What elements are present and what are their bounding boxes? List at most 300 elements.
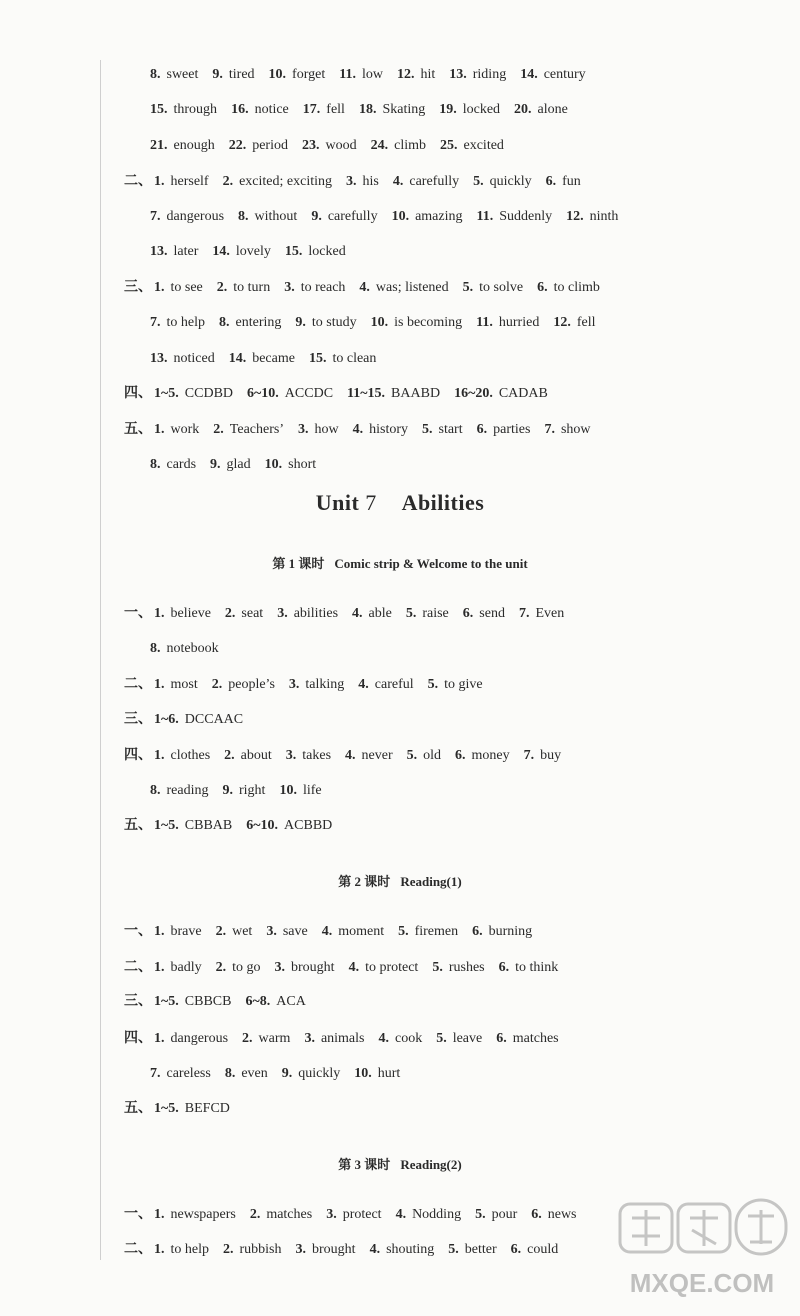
answer-number: 1. bbox=[154, 280, 165, 295]
answer-number: 1~6. bbox=[154, 712, 179, 727]
answer-number: 3. bbox=[288, 677, 300, 692]
answer-number: 3. bbox=[326, 1207, 337, 1222]
lesson-heading bbox=[0, 1154, 800, 1173]
answer-number: 5. bbox=[432, 960, 443, 975]
answer-number: 15. bbox=[284, 244, 303, 259]
answer-item bbox=[154, 1100, 230, 1118]
answer-number: 4. bbox=[359, 280, 370, 295]
answer-number: 5. bbox=[473, 174, 484, 189]
answer-number: 4. bbox=[321, 924, 333, 939]
answer-item bbox=[150, 782, 208, 800]
answer-text: dangerous bbox=[170, 1031, 229, 1046]
answer-item bbox=[553, 314, 595, 332]
answer-item bbox=[224, 747, 272, 765]
answer-item bbox=[286, 747, 331, 765]
lesson-label: 第 3 课时 bbox=[338, 1157, 391, 1172]
answer-item bbox=[223, 173, 332, 191]
answer-item bbox=[150, 314, 205, 332]
answer-number: 3. bbox=[304, 1031, 315, 1046]
answer-number: 6. bbox=[476, 422, 488, 437]
answer-number: 13. bbox=[150, 244, 168, 259]
answer-number: 5. bbox=[475, 1207, 486, 1222]
answer-item bbox=[296, 1241, 356, 1259]
answer-text: noticed bbox=[173, 351, 215, 366]
answer-text: firemen bbox=[414, 924, 459, 939]
answer-number: 2. bbox=[216, 280, 228, 295]
answer-number: 25. bbox=[440, 138, 458, 153]
answer-number: 10. bbox=[370, 315, 389, 330]
answer-item bbox=[449, 66, 506, 84]
answer-item bbox=[269, 66, 326, 84]
answer-number: 4. bbox=[392, 174, 404, 189]
answer-item bbox=[378, 1030, 422, 1048]
answer-number: 14. bbox=[520, 67, 538, 82]
section-marker: 二、 bbox=[124, 677, 152, 692]
answer-item bbox=[150, 137, 215, 155]
answer-item bbox=[496, 1030, 558, 1048]
answer-line bbox=[0, 817, 800, 835]
answer-item bbox=[150, 640, 219, 658]
answer-number: 13. bbox=[449, 67, 467, 82]
answer-item bbox=[247, 385, 333, 403]
answer-item bbox=[150, 243, 198, 261]
answer-number: 1~5. bbox=[154, 386, 179, 401]
unit-heading bbox=[0, 490, 800, 516]
answer-number: 4. bbox=[358, 677, 369, 692]
answer-line bbox=[0, 923, 800, 941]
answer-text: century bbox=[543, 67, 586, 82]
answer-item bbox=[154, 817, 232, 835]
answer-text: burning bbox=[488, 924, 533, 939]
answer-item bbox=[295, 314, 356, 332]
answer-line bbox=[0, 959, 800, 977]
answer-item bbox=[154, 959, 202, 977]
answer-item bbox=[354, 1065, 400, 1083]
answer-number: 4. bbox=[395, 1207, 407, 1222]
answer-text: start bbox=[438, 422, 463, 437]
answer-number: 17. bbox=[302, 102, 321, 117]
lesson-title: Reading(1) bbox=[400, 874, 462, 889]
answer-text: low bbox=[361, 67, 383, 82]
answer-line bbox=[0, 208, 800, 226]
answer-item bbox=[150, 101, 217, 119]
answer-item bbox=[210, 456, 251, 474]
answer-text: notebook bbox=[166, 641, 219, 656]
answer-item bbox=[359, 101, 425, 119]
answer-text: careful bbox=[374, 677, 414, 692]
answer-number: 11. bbox=[476, 315, 493, 330]
answer-line bbox=[0, 456, 800, 474]
answer-number: 2. bbox=[224, 748, 235, 763]
answer-number: 6. bbox=[531, 1207, 542, 1222]
answer-item bbox=[279, 782, 321, 800]
answer-text: newspapers bbox=[170, 1207, 236, 1222]
answer-number: 5. bbox=[398, 924, 409, 939]
answer-text: money bbox=[471, 748, 510, 763]
answer-text: excited bbox=[463, 138, 504, 153]
answer-item bbox=[566, 208, 618, 226]
answer-number: 7. bbox=[150, 209, 161, 224]
answer-text: lovely bbox=[235, 244, 271, 259]
answer-item bbox=[216, 959, 261, 977]
answer-text: locked bbox=[308, 244, 346, 259]
answer-number: 21. bbox=[150, 138, 168, 153]
answer-item bbox=[154, 279, 203, 297]
answer-text: send bbox=[479, 606, 505, 621]
answer-number: 3. bbox=[274, 960, 285, 975]
answer-number: 8. bbox=[219, 315, 230, 330]
answer-text: DCCAAC bbox=[184, 712, 244, 727]
answer-text: glad bbox=[226, 457, 251, 472]
answer-number: 4. bbox=[348, 960, 360, 975]
answer-item bbox=[284, 279, 345, 297]
answer-text: parties bbox=[493, 422, 531, 437]
answer-item bbox=[266, 923, 307, 941]
answer-number: 6. bbox=[537, 280, 548, 295]
answer-number: 10. bbox=[279, 783, 297, 798]
answer-item bbox=[216, 923, 253, 941]
answer-text: fell bbox=[326, 102, 345, 117]
answer-text: brought bbox=[291, 960, 335, 975]
answer-text: to think bbox=[515, 960, 559, 975]
answer-line bbox=[0, 1065, 800, 1083]
answer-item bbox=[303, 101, 345, 119]
answer-number: 2. bbox=[242, 1031, 253, 1046]
answer-number: 1~5. bbox=[154, 1101, 179, 1116]
answer-item bbox=[322, 923, 384, 941]
answer-number: 4. bbox=[352, 422, 364, 437]
answer-text: could bbox=[527, 1242, 559, 1257]
answer-number: 6. bbox=[462, 606, 474, 621]
section-marker: 二、 bbox=[124, 1242, 152, 1257]
answer-line bbox=[0, 385, 800, 403]
answer-number: 9. bbox=[281, 1066, 293, 1081]
answer-item bbox=[219, 314, 281, 332]
answer-item bbox=[499, 959, 559, 977]
answer-item bbox=[298, 421, 339, 439]
answer-text: enough bbox=[173, 138, 215, 153]
answer-number: 6~8. bbox=[245, 994, 271, 1009]
answer-item bbox=[371, 137, 426, 155]
section-marker: 一、 bbox=[124, 924, 152, 939]
answer-text: without bbox=[254, 209, 298, 224]
answer-number: 20. bbox=[514, 102, 532, 117]
answer-item bbox=[225, 605, 263, 623]
answer-text: to solve bbox=[479, 280, 524, 295]
answer-text: entering bbox=[235, 315, 282, 330]
answer-text: even bbox=[241, 1066, 268, 1081]
answer-text: Nodding bbox=[412, 1207, 462, 1222]
answer-number: 3. bbox=[285, 748, 297, 763]
answer-line bbox=[0, 747, 800, 765]
answer-number: 8. bbox=[150, 67, 161, 82]
answer-number: 3. bbox=[297, 422, 309, 437]
answer-item bbox=[223, 1241, 282, 1259]
answer-number: 7. bbox=[518, 606, 530, 621]
answer-item bbox=[282, 1065, 341, 1083]
answer-item bbox=[514, 101, 568, 119]
answer-number: 3. bbox=[346, 174, 357, 189]
answer-number: 19. bbox=[439, 102, 457, 117]
answer-text: show bbox=[560, 422, 591, 437]
answer-number: 5. bbox=[448, 1242, 459, 1257]
answer-text: climb bbox=[394, 138, 426, 153]
answer-text: period bbox=[252, 138, 288, 153]
answer-number: 1. bbox=[154, 174, 165, 189]
answer-text: fun bbox=[562, 174, 581, 189]
answer-number: 1. bbox=[154, 606, 165, 621]
answer-number: 5. bbox=[422, 422, 433, 437]
answer-text: herself bbox=[170, 174, 209, 189]
answer-number: 1. bbox=[154, 1242, 165, 1257]
unit-title: Abilities bbox=[401, 490, 485, 515]
answer-text: better bbox=[464, 1242, 497, 1257]
answer-item bbox=[154, 385, 233, 403]
answer-number: 5. bbox=[427, 677, 439, 692]
answer-line bbox=[0, 1206, 800, 1224]
answer-item bbox=[150, 350, 215, 368]
answer-number: 15. bbox=[308, 351, 327, 366]
answer-text: buy bbox=[540, 748, 562, 763]
answer-item bbox=[154, 747, 210, 765]
answer-text: amazing bbox=[415, 209, 463, 224]
answer-number: 12. bbox=[396, 67, 415, 82]
answer-item bbox=[477, 208, 553, 226]
section-marker: 一、 bbox=[124, 606, 152, 621]
answer-text: raise bbox=[422, 606, 449, 621]
answer-number: 15. bbox=[150, 102, 168, 117]
answer-number: 2. bbox=[222, 174, 234, 189]
answer-item bbox=[212, 66, 254, 84]
answer-text: fell bbox=[576, 315, 596, 330]
answer-item bbox=[477, 421, 531, 439]
answer-line bbox=[0, 676, 800, 694]
answer-item bbox=[154, 711, 243, 729]
answer-item bbox=[370, 1241, 435, 1259]
answer-number: 1. bbox=[154, 960, 165, 975]
answer-number: 6. bbox=[545, 174, 557, 189]
answer-text: how bbox=[314, 422, 339, 437]
answer-item bbox=[448, 1241, 496, 1259]
answer-number: 1. bbox=[154, 1207, 165, 1222]
answer-line bbox=[0, 711, 800, 729]
answer-text: cards bbox=[166, 457, 197, 472]
answer-text: CBBCB bbox=[184, 994, 232, 1009]
answer-text: later bbox=[173, 244, 199, 259]
answer-text: badly bbox=[170, 960, 202, 975]
answer-line bbox=[0, 66, 800, 84]
answer-number: 24. bbox=[370, 138, 389, 153]
answer-text: dangerous bbox=[166, 209, 225, 224]
answer-item bbox=[519, 605, 564, 623]
answer-number: 3. bbox=[266, 924, 277, 939]
answer-number: 6. bbox=[472, 924, 483, 939]
answer-text: talking bbox=[305, 677, 345, 692]
answer-line bbox=[0, 993, 800, 1011]
answer-text: ninth bbox=[589, 209, 619, 224]
answer-number: 2. bbox=[215, 924, 227, 939]
answer-text: ACA bbox=[276, 994, 306, 1009]
answer-item bbox=[225, 1065, 268, 1083]
section-marker: 三、 bbox=[124, 280, 152, 295]
answer-item bbox=[212, 676, 275, 694]
answer-number: 5. bbox=[406, 748, 418, 763]
answer-text: never bbox=[361, 748, 393, 763]
answer-item bbox=[154, 173, 209, 191]
answer-number: 2. bbox=[215, 960, 227, 975]
answer-number: 4. bbox=[378, 1031, 389, 1046]
answer-number: 16~20. bbox=[454, 386, 493, 401]
section-marker: 五、 bbox=[124, 818, 152, 833]
answer-item bbox=[440, 137, 504, 155]
answer-item bbox=[392, 208, 463, 226]
answer-number: 2. bbox=[211, 677, 223, 692]
answer-text: shouting bbox=[386, 1242, 435, 1257]
section-marker: 四、 bbox=[124, 748, 152, 763]
answer-item bbox=[242, 1030, 290, 1048]
answer-number: 8. bbox=[150, 783, 161, 798]
answer-item bbox=[396, 1206, 462, 1224]
answer-number: 12. bbox=[566, 209, 584, 224]
answer-line bbox=[0, 350, 800, 368]
answer-item bbox=[524, 747, 562, 765]
answer-text: to study bbox=[311, 315, 357, 330]
answer-text: reading bbox=[166, 783, 209, 798]
answer-text: Teachers’ bbox=[229, 422, 284, 437]
answer-item bbox=[537, 279, 600, 297]
answer-text: matches bbox=[512, 1031, 559, 1046]
answer-number: 1. bbox=[154, 924, 165, 939]
answer-text: tired bbox=[228, 67, 255, 82]
answer-item bbox=[463, 605, 505, 623]
lesson-label: 第 2 课时 bbox=[338, 874, 391, 889]
answer-item bbox=[154, 1206, 236, 1224]
answer-number: 10. bbox=[264, 457, 283, 472]
answer-text: brought bbox=[312, 1242, 356, 1257]
answer-item bbox=[231, 101, 289, 119]
answer-number: 3. bbox=[295, 1242, 306, 1257]
answer-number: 8. bbox=[150, 641, 161, 656]
answer-text: carefully bbox=[327, 209, 378, 224]
answer-text: news bbox=[547, 1207, 577, 1222]
answer-number: 8. bbox=[224, 1066, 236, 1081]
answer-item bbox=[154, 1030, 228, 1048]
answer-text: Skating bbox=[382, 102, 426, 117]
answer-number: 9. bbox=[210, 457, 221, 472]
answer-number: 7. bbox=[150, 315, 161, 330]
answer-item bbox=[398, 923, 458, 941]
answer-line bbox=[0, 1030, 800, 1048]
answer-item bbox=[245, 993, 305, 1011]
answer-text: carefully bbox=[409, 174, 460, 189]
answer-text: able bbox=[368, 606, 392, 621]
answer-item bbox=[339, 66, 383, 84]
section-marker: 四、 bbox=[124, 1031, 152, 1046]
answer-item bbox=[473, 173, 532, 191]
answer-item bbox=[455, 747, 510, 765]
answer-number: 7. bbox=[523, 748, 535, 763]
answer-item bbox=[422, 421, 463, 439]
answer-number: 6. bbox=[498, 960, 510, 975]
answer-text: about bbox=[240, 748, 272, 763]
answer-item bbox=[359, 279, 448, 297]
answer-text: became bbox=[252, 351, 295, 366]
answer-text: brave bbox=[170, 924, 202, 939]
answer-item bbox=[212, 243, 271, 261]
answer-number: 22. bbox=[228, 138, 247, 153]
answer-text: BAABD bbox=[391, 386, 441, 401]
answer-text: CADAB bbox=[498, 386, 548, 401]
answer-number: 9. bbox=[222, 783, 233, 798]
answer-number: 11~15. bbox=[347, 386, 386, 401]
answer-number: 4. bbox=[352, 606, 363, 621]
answer-number: 4. bbox=[345, 748, 356, 763]
answer-text: history bbox=[369, 422, 408, 437]
answer-text: alone bbox=[537, 102, 568, 117]
answer-number: 16. bbox=[231, 102, 249, 117]
answer-item bbox=[454, 385, 548, 403]
answer-item bbox=[277, 605, 338, 623]
answer-text: through bbox=[173, 102, 218, 117]
answer-number: 6. bbox=[496, 1031, 507, 1046]
answer-item bbox=[309, 350, 376, 368]
answer-text: right bbox=[238, 783, 266, 798]
answer-text: his bbox=[362, 174, 379, 189]
answer-item bbox=[311, 208, 377, 226]
answer-text: clothes bbox=[170, 748, 211, 763]
lesson-heading bbox=[0, 871, 800, 890]
lesson-title: Reading(2) bbox=[400, 1157, 462, 1172]
answer-text: moment bbox=[338, 924, 385, 939]
answer-item bbox=[154, 421, 199, 439]
answer-number: 5. bbox=[436, 1031, 447, 1046]
answer-number: 9. bbox=[311, 209, 322, 224]
answer-text: notice bbox=[254, 102, 289, 117]
answer-item bbox=[289, 676, 344, 694]
answer-item bbox=[520, 66, 585, 84]
answer-item bbox=[472, 923, 532, 941]
answer-number: 1. bbox=[154, 748, 165, 763]
answer-text: wood bbox=[325, 138, 357, 153]
answer-text: Even bbox=[535, 606, 565, 621]
answer-number: 1~5. bbox=[154, 994, 179, 1009]
answer-number: 14. bbox=[228, 351, 247, 366]
answer-text: to help bbox=[166, 315, 205, 330]
answer-text: is becoming bbox=[394, 315, 463, 330]
answer-item bbox=[213, 421, 284, 439]
answer-number: 12. bbox=[553, 315, 571, 330]
answer-text: ACCDC bbox=[284, 386, 334, 401]
answer-item bbox=[531, 1206, 576, 1224]
answer-number: 13. bbox=[150, 351, 168, 366]
answer-number: 18. bbox=[358, 102, 377, 117]
answer-number: 6. bbox=[510, 1242, 522, 1257]
answer-text: forget bbox=[292, 67, 326, 82]
answer-item bbox=[229, 350, 295, 368]
answer-text: hurt bbox=[377, 1066, 401, 1081]
answer-item bbox=[511, 1241, 559, 1259]
answer-item bbox=[154, 993, 231, 1011]
answer-number: 9. bbox=[295, 315, 306, 330]
answer-text: to go bbox=[232, 960, 261, 975]
answer-text: to help bbox=[170, 1242, 209, 1257]
answer-text: to reach bbox=[300, 280, 346, 295]
answer-item bbox=[154, 605, 211, 623]
section-marker: 一、 bbox=[124, 1207, 152, 1222]
lesson-heading bbox=[0, 553, 800, 572]
answer-text: old bbox=[423, 748, 442, 763]
answer-number: 10. bbox=[391, 209, 410, 224]
